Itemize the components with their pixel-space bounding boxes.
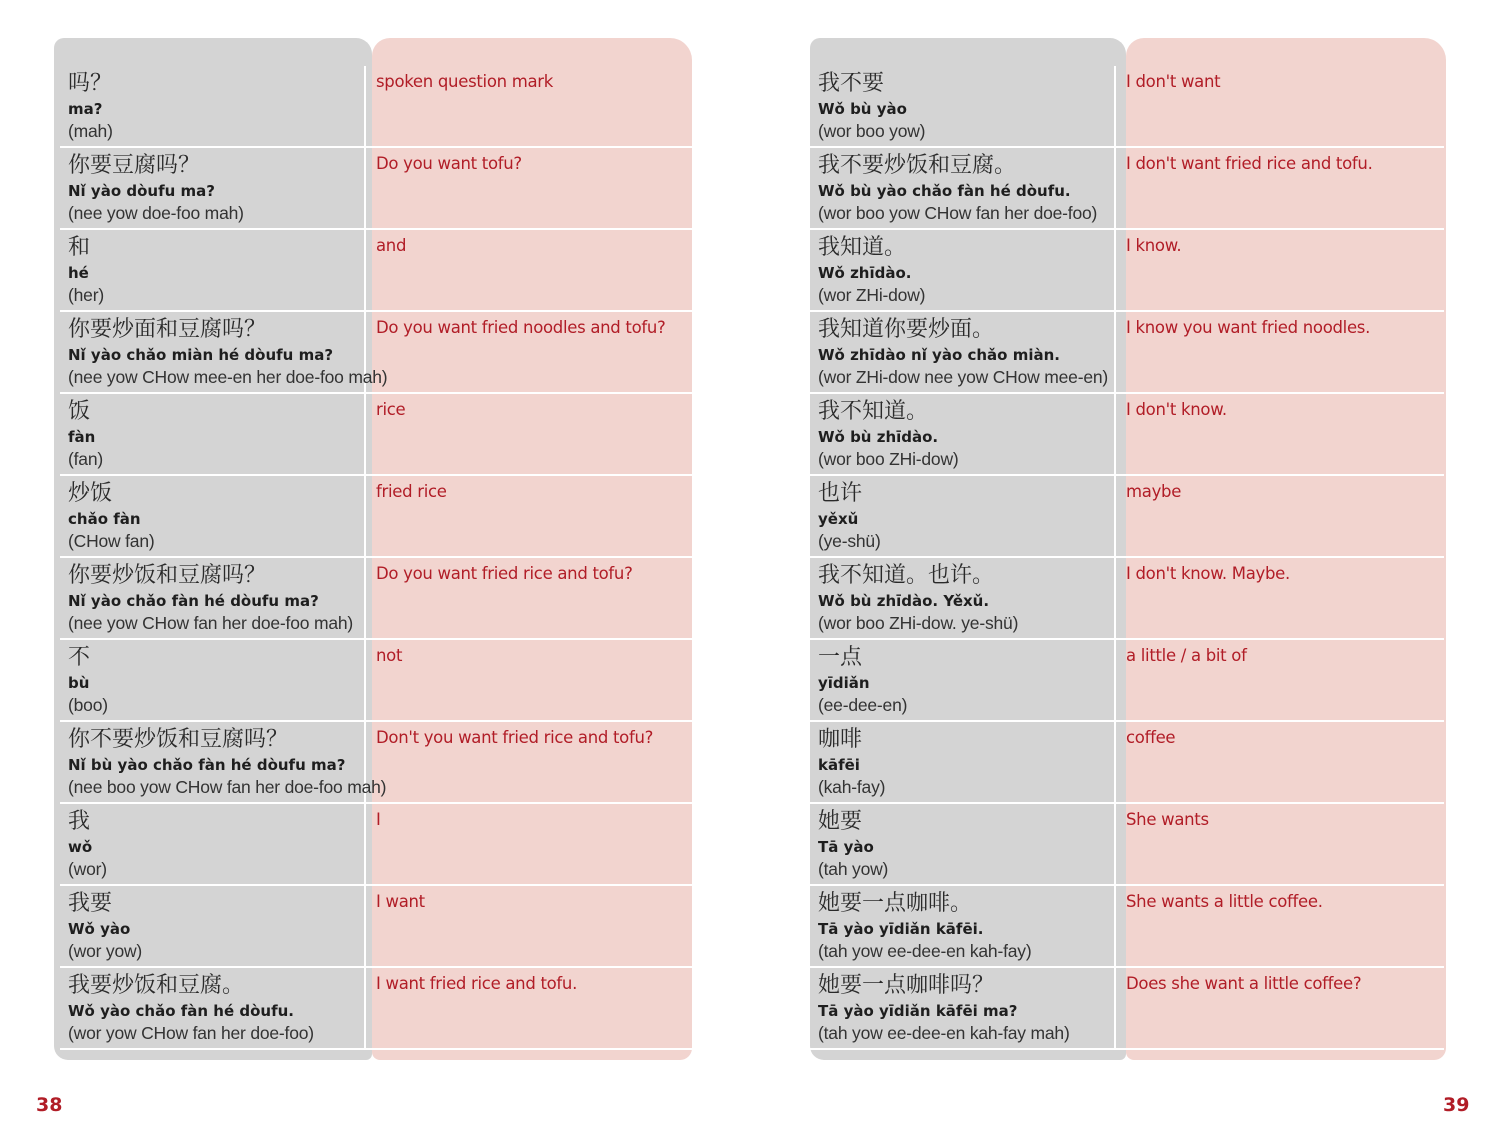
english-translation: I don't know. Maybe.: [1126, 564, 1290, 583]
chinese-characters: 我知道。: [818, 235, 907, 260]
english-cell: [1116, 804, 1444, 884]
chinese-characters: 我要: [68, 891, 113, 916]
pronunciation-guide: (wor boo yow CHow fan her doe-foo): [818, 203, 1098, 223]
english-translation: a little / a bit of: [1126, 646, 1247, 665]
vocab-row: [810, 968, 1444, 1050]
vocab-row: [60, 968, 694, 1050]
chinese-cell: [60, 312, 388, 392]
vocab-row: [810, 476, 1444, 558]
chinese-cell: [60, 640, 366, 720]
chinese-cell: [60, 66, 366, 146]
pronunciation-guide: (wor): [68, 859, 107, 879]
pinyin-text: fàn: [68, 428, 96, 446]
english-cell: [366, 312, 694, 392]
vocab-row: [810, 558, 1444, 640]
pronunciation-guide: (ee-dee-en): [818, 695, 908, 715]
english-cell: [1116, 394, 1444, 474]
pinyin-text: ma?: [68, 100, 103, 118]
chinese-cell: [60, 558, 366, 638]
english-cell: [1116, 722, 1444, 802]
vocab-row: [60, 722, 694, 804]
pronunciation-guide: (boo): [68, 695, 108, 715]
chinese-cell: [810, 558, 1116, 638]
chinese-cell: [810, 804, 1116, 884]
vocab-row: [810, 722, 1444, 804]
english-translation: fried rice: [376, 482, 447, 501]
chinese-cell: [810, 968, 1116, 1048]
pinyin-text: chǎo fàn: [68, 510, 141, 528]
vocab-row: [60, 66, 694, 148]
english-translation: spoken question mark: [376, 72, 554, 91]
chinese-characters: 炒饭: [68, 481, 113, 506]
english-cell: [1116, 968, 1444, 1048]
vocab-row: [810, 886, 1444, 968]
chinese-characters: 不: [68, 645, 91, 670]
english-translation: I don't want fried rice and tofu.: [1126, 154, 1373, 173]
english-translation: I don't know.: [1126, 400, 1227, 419]
english-cell: [1116, 66, 1444, 146]
vocab-row: [60, 394, 694, 476]
vocabulary-table: [810, 66, 1444, 1050]
english-cell: [1116, 886, 1444, 966]
english-cell: [366, 804, 694, 884]
english-translation: I know.: [1126, 236, 1182, 255]
vocab-row: [810, 312, 1444, 394]
vocab-row: [810, 66, 1444, 148]
chinese-characters: 和: [68, 235, 91, 260]
chinese-cell: [810, 476, 1116, 556]
english-translation: Don't you want fried rice and tofu?: [376, 728, 654, 747]
vocab-row: [60, 804, 694, 886]
english-cell: [366, 558, 694, 638]
english-cell: [1116, 640, 1444, 720]
english-translation: coffee: [1126, 728, 1176, 747]
vocab-row: [810, 640, 1444, 722]
pronunciation-guide: (nee boo yow CHow fan her doe-foo mah): [68, 777, 387, 797]
pronunciation-guide: (nee yow doe-foo mah): [68, 203, 244, 223]
chinese-characters: 我要炒饭和豆腐。: [68, 973, 245, 998]
pinyin-text: Tā yào yīdiǎn kāfēi.: [818, 920, 984, 938]
chinese-cell: [810, 886, 1116, 966]
chinese-cell: [60, 230, 366, 310]
chinese-characters: 她要: [818, 809, 863, 834]
chinese-characters: 我知道你要炒面。: [818, 317, 995, 342]
pinyin-text: Wǒ bù zhīdào. Yěxǔ.: [818, 592, 990, 610]
english-cell: [366, 148, 694, 228]
english-translation: She wants: [1126, 810, 1209, 829]
chinese-characters: 咖啡: [818, 727, 863, 752]
chinese-characters: 你要炒面和豆腐吗？: [68, 317, 267, 342]
pronunciation-guide: (wor boo ZHi-dow): [818, 449, 959, 469]
pronunciation-guide: (wor boo yow): [818, 121, 926, 141]
chinese-cell: [60, 148, 366, 228]
english-cell: [366, 230, 694, 310]
chinese-characters: 你要豆腐吗？: [68, 153, 201, 178]
pronunciation-guide: (tah yow): [818, 859, 889, 879]
vocab-row: [60, 230, 694, 312]
pinyin-text: bù: [68, 674, 90, 692]
vocab-row: [810, 148, 1444, 230]
pinyin-text: Wǒ yào: [68, 920, 131, 938]
pinyin-text: Nǐ bù yào chǎo fàn hé dòufu ma?: [68, 756, 346, 774]
vocab-row: [60, 312, 694, 394]
chinese-cell: [810, 66, 1116, 146]
vocab-row: [810, 804, 1444, 886]
page-number: 38: [36, 1094, 63, 1116]
pinyin-text: hé: [68, 264, 89, 282]
pinyin-text: Nǐ yào dòufu ma?: [68, 182, 215, 200]
english-cell: [1116, 558, 1444, 638]
vocab-row: [60, 558, 694, 640]
pinyin-text: yěxǔ: [818, 510, 859, 528]
pinyin-text: wǒ: [68, 838, 93, 856]
english-cell: [1116, 476, 1444, 556]
english-cell: [366, 394, 694, 474]
chinese-cell: [810, 640, 1116, 720]
chinese-cell: [810, 722, 1116, 802]
chinese-characters: 我不要炒饭和豆腐。: [818, 153, 1017, 178]
torn-edge: [440, 40, 580, 66]
chinese-cell: [60, 886, 366, 966]
pinyin-text: Tā yào: [818, 838, 874, 856]
pinyin-text: yīdiǎn: [818, 674, 870, 692]
pinyin-text: Wǒ bù yào: [818, 100, 907, 118]
english-translation: and: [376, 236, 407, 255]
chinese-cell: [810, 394, 1116, 474]
english-translation: not: [376, 646, 403, 665]
chinese-characters: 她要一点咖啡吗？: [818, 973, 995, 998]
chinese-cell: [810, 148, 1116, 228]
english-translation: Does she want a little coffee?: [1126, 974, 1362, 993]
vocab-row: [810, 230, 1444, 312]
english-cell: [366, 886, 694, 966]
pronunciation-guide: (wor yow CHow fan her doe-foo): [68, 1023, 314, 1043]
pronunciation-guide: (mah): [68, 121, 113, 141]
pinyin-text: Wǒ yào chǎo fàn hé dòufu.: [68, 1002, 294, 1020]
vocabulary-table: [60, 66, 694, 1050]
english-cell: [366, 640, 694, 720]
chinese-characters: 她要一点咖啡。: [818, 891, 973, 916]
pronunciation-guide: (wor yow): [68, 941, 143, 961]
english-translation: maybe: [1126, 482, 1182, 501]
pinyin-text: Wǒ bù yào chǎo fàn hé dòufu.: [818, 182, 1071, 200]
pronunciation-guide: (CHow fan): [68, 531, 155, 551]
pinyin-text: Nǐ yào chǎo miàn hé dòufu ma?: [68, 346, 334, 364]
pronunciation-guide: (nee yow CHow mee-en her doe-foo mah): [68, 367, 388, 387]
english-translation: She wants a little coffee.: [1126, 892, 1323, 911]
pronunciation-guide: (kah-fay): [818, 777, 886, 797]
pinyin-text: Wǒ zhīdào nǐ yào chǎo miàn.: [818, 346, 1060, 364]
english-translation: I want fried rice and tofu.: [376, 974, 578, 993]
chinese-cell: [60, 722, 387, 802]
vocab-row: [60, 640, 694, 722]
chinese-cell: [810, 312, 1116, 392]
chinese-cell: [60, 476, 366, 556]
english-cell: [1116, 230, 1444, 310]
chinese-characters: 我不要: [818, 71, 885, 96]
english-cell: [1116, 148, 1444, 228]
english-cell: [1116, 312, 1444, 392]
vocab-row: [810, 394, 1444, 476]
english-translation: Do you want tofu?: [376, 154, 522, 173]
pronunciation-guide: (fan): [68, 449, 103, 469]
english-cell: [366, 722, 694, 802]
english-translation: Do you want fried rice and tofu?: [376, 564, 633, 583]
pronunciation-guide: (tah yow ee-dee-en kah-fay mah): [818, 1023, 1070, 1043]
english-translation: rice: [376, 400, 406, 419]
pinyin-text: Wǒ bù zhīdào.: [818, 428, 939, 446]
right-page: [750, 0, 1500, 1148]
chinese-characters: 你不要炒饭和豆腐吗？: [68, 727, 289, 752]
vocab-row: [60, 476, 694, 558]
pinyin-text: Tā yào yīdiǎn kāfēi ma?: [818, 1002, 1018, 1020]
pronunciation-guide: (ye-shü): [818, 531, 881, 551]
pinyin-text: kāfēi: [818, 756, 860, 774]
pronunciation-guide: (nee yow CHow fan her doe-foo mah): [68, 613, 354, 633]
chinese-characters: 一点: [818, 645, 863, 670]
chinese-characters: 饭: [68, 399, 91, 424]
chinese-cell: [60, 804, 366, 884]
chinese-characters: 我: [68, 809, 91, 834]
english-cell: [366, 66, 694, 146]
pinyin-text: Nǐ yào chǎo fàn hé dòufu ma?: [68, 592, 319, 610]
pronunciation-guide: (wor ZHi-dow): [818, 285, 926, 305]
english-cell: [366, 968, 694, 1048]
chinese-characters: 你要炒饭和豆腐吗？: [68, 563, 267, 588]
pinyin-text: Wǒ zhīdào.: [818, 264, 912, 282]
english-translation: I know you want fried noodles.: [1126, 318, 1371, 337]
english-cell: [366, 476, 694, 556]
vocab-row: [60, 148, 694, 230]
pronunciation-guide: (wor ZHi-dow nee yow CHow mee-en): [818, 367, 1109, 387]
page-number: 39: [1443, 1094, 1470, 1116]
chinese-characters: 吗？: [68, 71, 113, 96]
vocab-row: [60, 886, 694, 968]
chinese-cell: [60, 394, 366, 474]
chinese-characters: 我不知道。也许。: [818, 563, 995, 588]
english-translation: I: [376, 810, 381, 829]
english-translation: I don't want: [1126, 72, 1221, 91]
pronunciation-guide: (wor boo ZHi-dow. ye-shü): [818, 613, 1019, 633]
chinese-characters: 我不知道。: [818, 399, 929, 424]
pronunciation-guide: (tah yow ee-dee-en kah-fay): [818, 941, 1032, 961]
english-translation: I want: [376, 892, 425, 911]
chinese-characters: 也许: [818, 481, 863, 506]
chinese-cell: [60, 968, 366, 1048]
chinese-cell: [810, 230, 1116, 310]
pronunciation-guide: (her): [68, 285, 104, 305]
english-translation: Do you want fried noodles and tofu?: [376, 318, 666, 337]
